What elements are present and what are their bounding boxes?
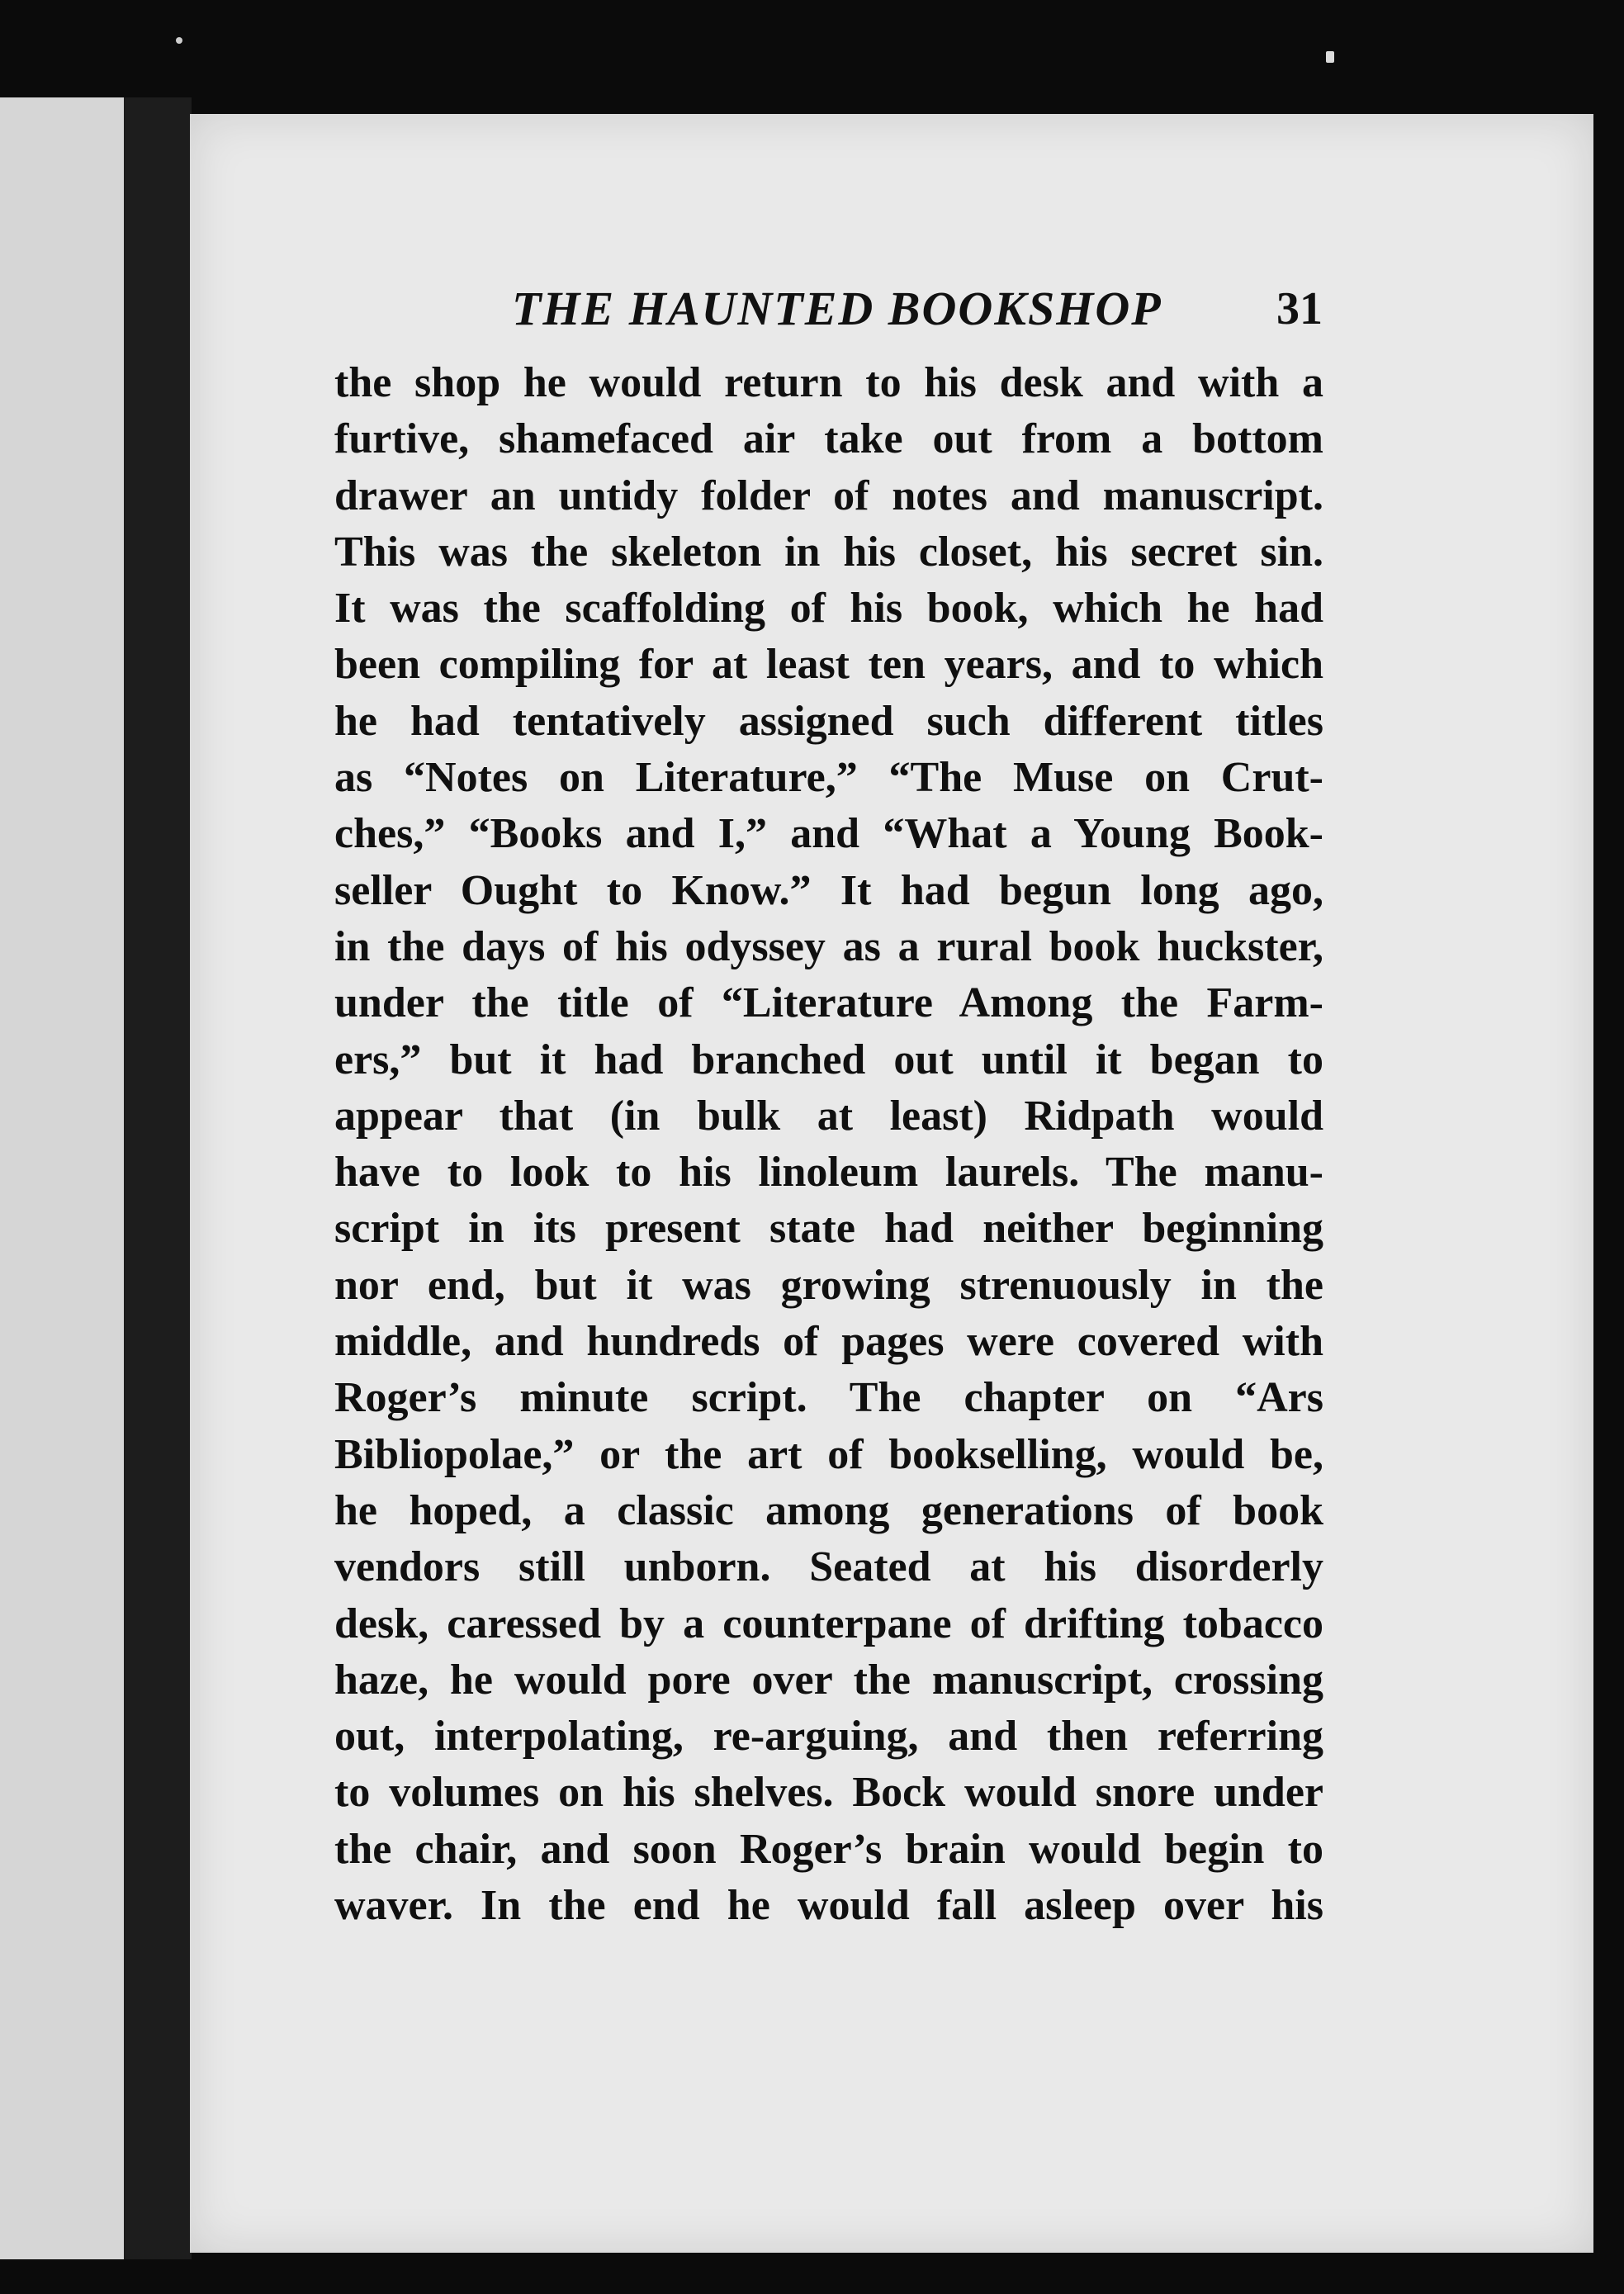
text-line: have to look to his linoleum laurels. The manu- — [334, 1149, 1323, 1197]
text-line: Roger’s minute script. The chapter on “Ars — [334, 1374, 1323, 1422]
text-line: middle, and hundreds of pages were covered with — [334, 1318, 1323, 1366]
text-line: the shop he would return to his desk and with a — [334, 359, 1323, 406]
page-number: 31 — [1276, 283, 1323, 334]
body-text — [334, 355, 1323, 1934]
text-line: he had tentatively assigned such different titles — [334, 697, 1323, 745]
book-gutter — [124, 97, 192, 2259]
text-line: ers,” but it had branched out until it began to — [334, 1036, 1323, 1083]
text-line: the chair, and soon Roger’s brain would begin to — [334, 1825, 1323, 1873]
text-line: waver. In the end he would fall asleep over his — [334, 1882, 1323, 1930]
text-line: vendors still unborn. Seated at his disorderly — [334, 1543, 1323, 1591]
text-line: drawer an untidy folder of notes and manuscript. — [334, 472, 1323, 519]
text-line: haze, he would pore over the manuscript, crossing — [334, 1656, 1323, 1704]
text-line: furtive, shamefaced air take out from a bottom — [334, 415, 1323, 463]
text-line: to volumes on his shelves. Bock would snore under — [334, 1769, 1323, 1817]
text-line: nor end, but it was growing strenuously in the — [334, 1261, 1323, 1309]
running-title: THE HAUNTED BOOKSHOP — [512, 282, 1162, 335]
text-line: been compiling for at least ten years, and to which — [334, 641, 1323, 689]
text-line: under the title of “Literature Among the Farm- — [334, 979, 1323, 1027]
text-line: This was the skeleton in his closet, his secret sin. — [334, 528, 1323, 576]
text-line: appear that (in bulk at least) Ridpath would — [334, 1092, 1323, 1140]
text-line: he hoped, a classic among generations of book — [334, 1486, 1323, 1534]
text-line: seller Ought to Know.” It had begun long ago, — [334, 866, 1323, 914]
running-head — [314, 281, 1323, 347]
text-line: as “Notes on Literature,” “The Muse on Crut- — [334, 754, 1323, 802]
text-line: script in its present state had neither beginning — [334, 1205, 1323, 1253]
scan-speck — [1326, 51, 1334, 63]
scan-speck — [176, 37, 182, 44]
text-line: Bibliopolae,” or the art of bookselling, would be, — [334, 1430, 1323, 1478]
text-line: ches,” “Books and I,” and “What a Young Book- — [334, 810, 1323, 858]
text-line: in the days of his odyssey as a rural book huckster, — [334, 922, 1323, 970]
text-line: It was the scaffolding of his book, which he had — [334, 585, 1323, 633]
text-line: desk, caressed by a counterpane of drifting tobacco — [334, 1600, 1323, 1647]
text-line: out, interpolating, re-arguing, and then referring — [334, 1713, 1323, 1761]
